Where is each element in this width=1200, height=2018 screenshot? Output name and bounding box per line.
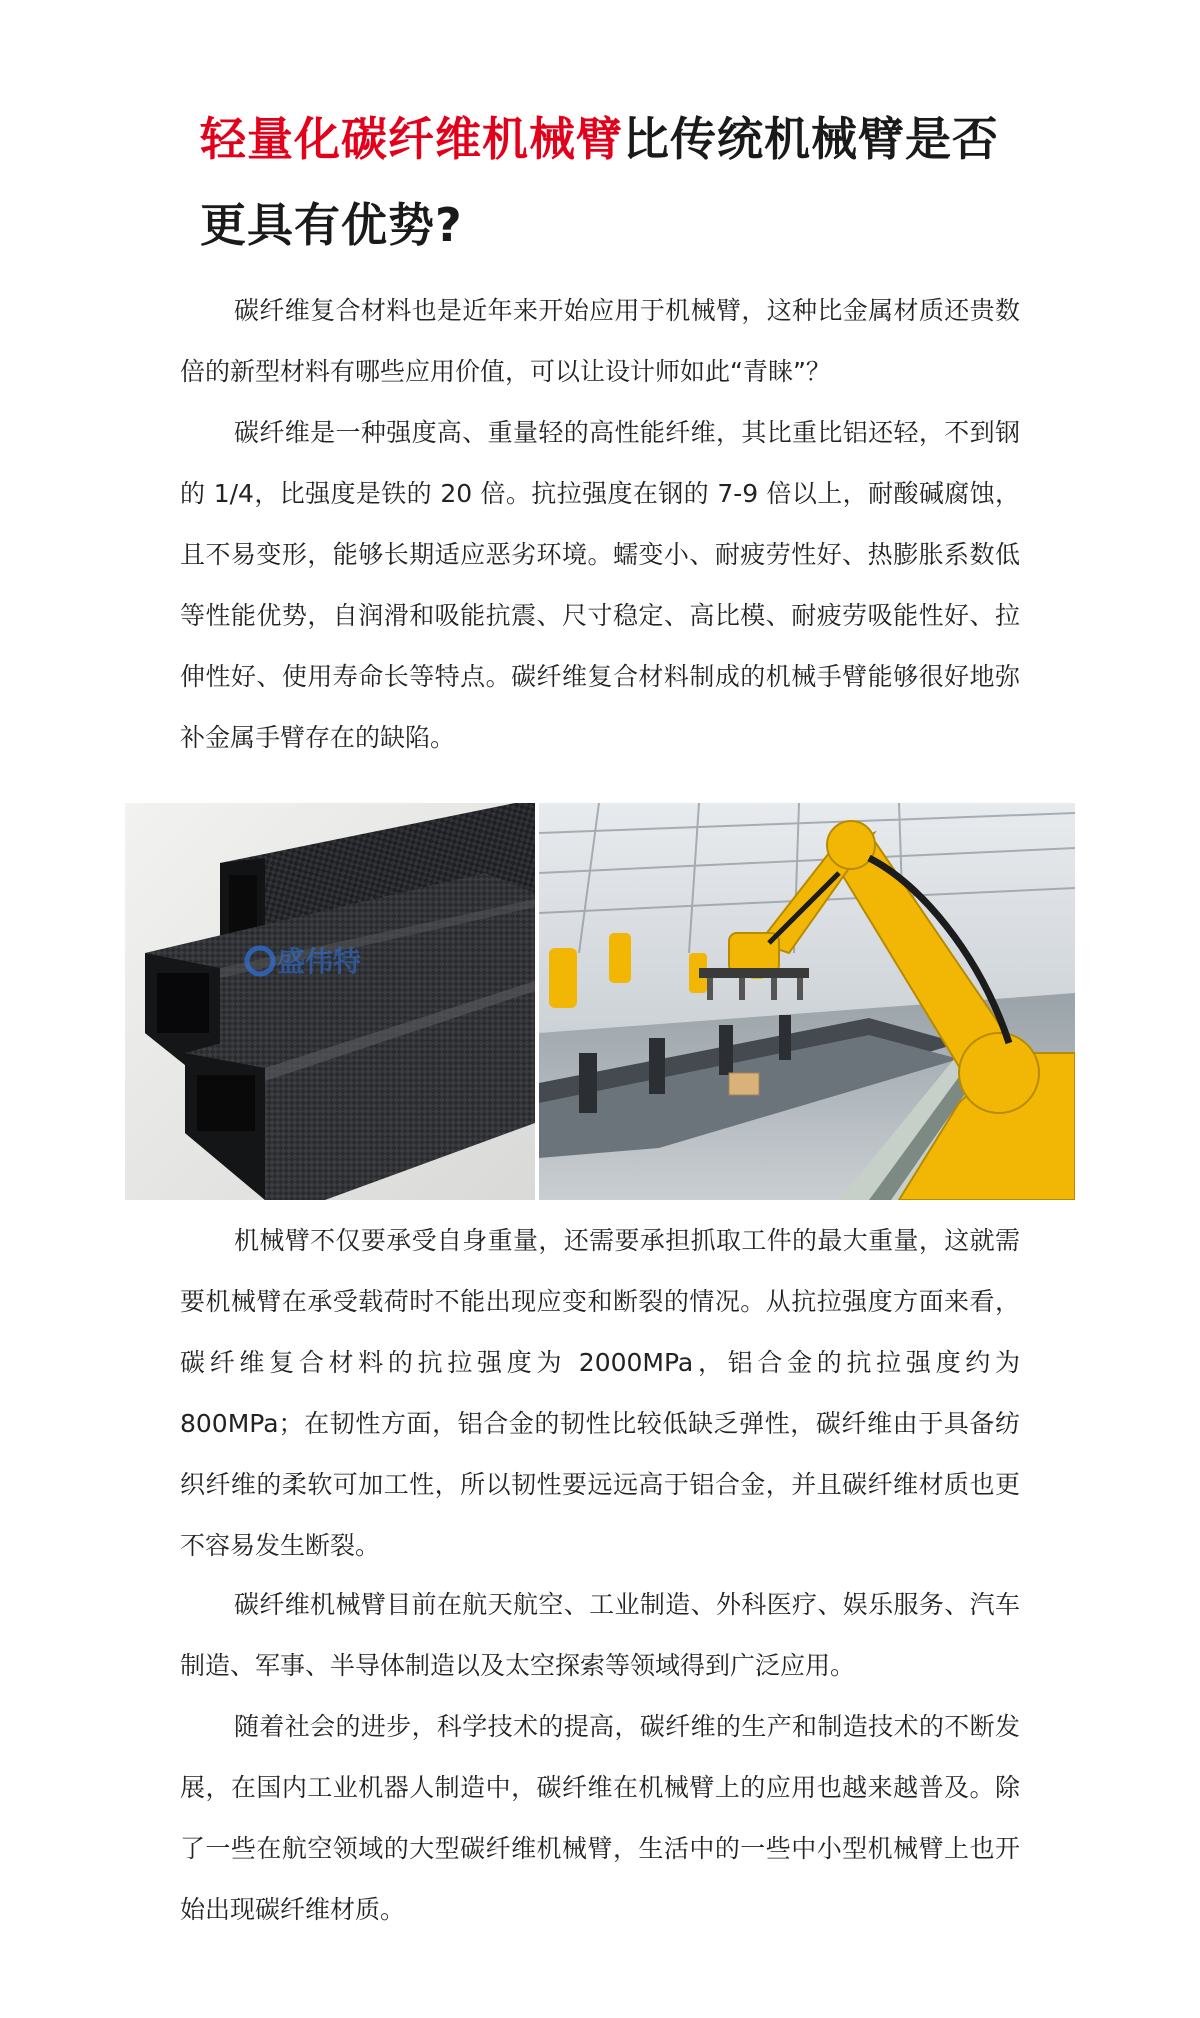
photo-row (125, 803, 1075, 1200)
title-highlight: 轻量化碳纤维机械臂 (200, 112, 623, 166)
robot-arm-factory-photo (539, 803, 1075, 1200)
carbon-fiber-tubes-photo (125, 803, 535, 1200)
paragraph-strength: 机械臂不仅要承受自身重量，还需要承担抓取工件的最大重量，这就需要机械臂在承受载荷时不能出现应变和断裂的情况。从抗拉强度方面来看，碳纤维复合材料的抗拉强度为 2000MPa，铝合金的抗拉强度约为 800MPa；在韧性方面，铝合金的韧性比较低缺乏弹性，碳纤维由于具备纺织纤维的柔软可加工性，所以韧性要远远高于铝合金，并且碳纤维材质也更不容易发生断裂。 (180, 1226, 1020, 1560)
paragraph-properties: 碳纤维是一种强度高、重量轻的高性能纤维，其比重比铝还轻，不到钢的 1/4，比强度是铁的 20 倍。抗拉强度在钢的 7-9 倍以上，耐酸碱腐蚀，且不易变形，能够长期适应恶劣环境。蠕变小、耐疲劳性好、热膨胀系数低等性能优势，自润滑和吸能抗震、尺寸稳定、高比模、耐疲劳吸能性好、拉伸性好、使用寿命长等特点。碳纤维复合材料制成的机械手臂能够很好地弥补金属手臂存在的缺陷。 (180, 418, 1020, 752)
paragraph-applications: 碳纤维机械臂目前在航天航空、工业制造、外科医疗、娱乐服务、汽车制造、军事、半导体制造以及太空探索等领域得到广泛应用。 (180, 1590, 1020, 1680)
paragraph-outlook: 随着社会的进步，科学技术的提高，碳纤维的生产和制造技术的不断发展，在国内工业机器人制造中，碳纤维在机械臂上的应用也越来越普及。除了一些在航空领域的大型碳纤维机械臂，生活中的一些中小型机械臂上也开始出现碳纤维材质。 (180, 1712, 1020, 1924)
title-rest: 比传统机械臂是否更具有优势? (200, 112, 999, 252)
watermark-text: 盛伟特 (277, 945, 362, 978)
paragraph-intro: 碳纤维复合材料也是近年来开始应用于机械臂，这种比金属材质还贵数倍的新型材料有哪些应用价值，可以让设计师如此“青睐”？ (180, 296, 1020, 386)
article-title (200, 96, 1020, 268)
